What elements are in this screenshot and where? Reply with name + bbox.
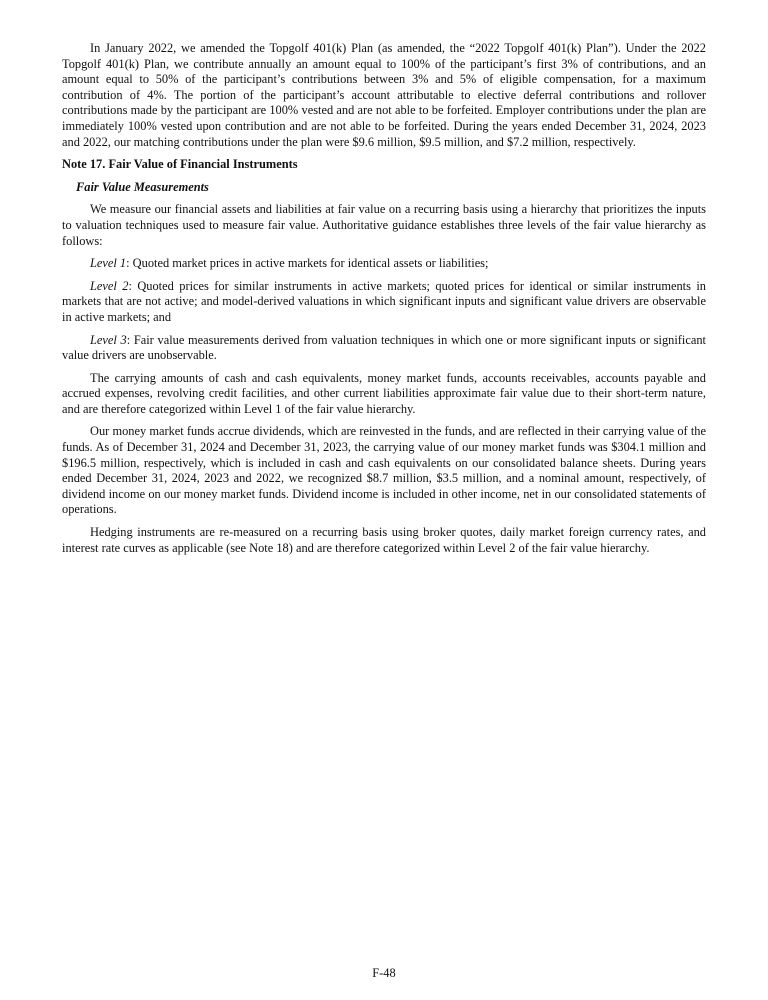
- level-label: Level 2: [90, 278, 129, 293]
- subheading: Fair Value Measurements: [76, 179, 209, 194]
- level-label: Level 3: [90, 332, 127, 347]
- paragraph-carrying-amounts: The carrying amounts of cash and cash equivalents, money market funds, accounts receivables, accounts payable and accrued expenses, revolving credit facilities, and other current liabilities approximate fair value due to their short-term nature, and are therefore categorized within Level 1 of the fair value hierarchy.: [62, 370, 706, 416]
- level-1-item: [62, 256, 706, 272]
- paragraph-401k-plan: In January 2022, we amended the Topgolf 401(k) Plan (as amended, the “2022 Topgolf 401(k) Plan”). Under the 2022 Topgolf 401(k) Plan, we contribute annually an amount equal to 100% of the participant’s first 3% of contributions, and an amount equal to 50% of the participant’s contributions between 3% and 5% of eligible compensation, for a maximum contribution of 4%. The portion of the participant’s account attributable to elective deferral contributions and rollover contributions made by the participant are 100% vested and are not able to be forfeited. Employer contributions under the plan are immediately 100% vested upon contribution and are not able to be forfeited. During the years ended December 31, 2024, 2023 and 2022, our matching contributions under the plan were $9.6 million, $9.5 million, and $7.2 million, respectively.: [62, 41, 706, 149]
- level-text: : Fair value measurements derived from valuation techniques in which one or more significant inputs or significant value drivers are unobservable.: [62, 332, 706, 363]
- paragraph-hedging: Hedging instruments are re-measured on a recurring basis using broker quotes, daily market foreign currency rates, and interest rate curves as applicable (see Note 18) and are therefore categorized within Level 2 of the fair value hierarchy.: [62, 525, 706, 555]
- paragraph-money-market: Our money market funds accrue dividends, which are reinvested in the funds, and are reflected in their carrying value of the funds. As of December 31, 2024 and December 31, 2023, the carrying value of our money market funds was $304.1 million and $196.5 million, respectively, which is included in cash and cash equivalents on our consolidated balance sheets. During years ended December 31, 2024, 2023 and 2022, we recognized $8.7 million, $3.5 million, and a nominal amount, respectively, of dividend income on our money market funds. Dividend income is included in other income, net in our consolidated statements of operations.: [62, 424, 706, 517]
- level-label: Level 1: [90, 256, 127, 271]
- paragraph-intro: We measure our financial assets and liabilities at fair value on a recurring basis using a hierarchy that prioritizes the inputs to valuation techniques used to measure fair value. Authoritative guidance establishes three levels of the fair value hierarchy as follows:: [62, 202, 706, 248]
- level-text: : Quoted prices for similar instruments in active markets; quoted prices for identical or similar instruments in markets that are not active; and model-derived valuations in which significant inputs and significant value drivers are observable in active markets; and: [62, 278, 706, 324]
- page-number: F-48: [372, 966, 396, 980]
- level-text: : Quoted market prices in active markets for identical assets or liabilities;: [126, 256, 489, 271]
- document-page: [62, 41, 706, 563]
- level-3-item: [62, 333, 706, 364]
- level-2-item: [62, 279, 706, 326]
- note-heading: Note 17. Fair Value of Financial Instruments: [62, 157, 298, 172]
